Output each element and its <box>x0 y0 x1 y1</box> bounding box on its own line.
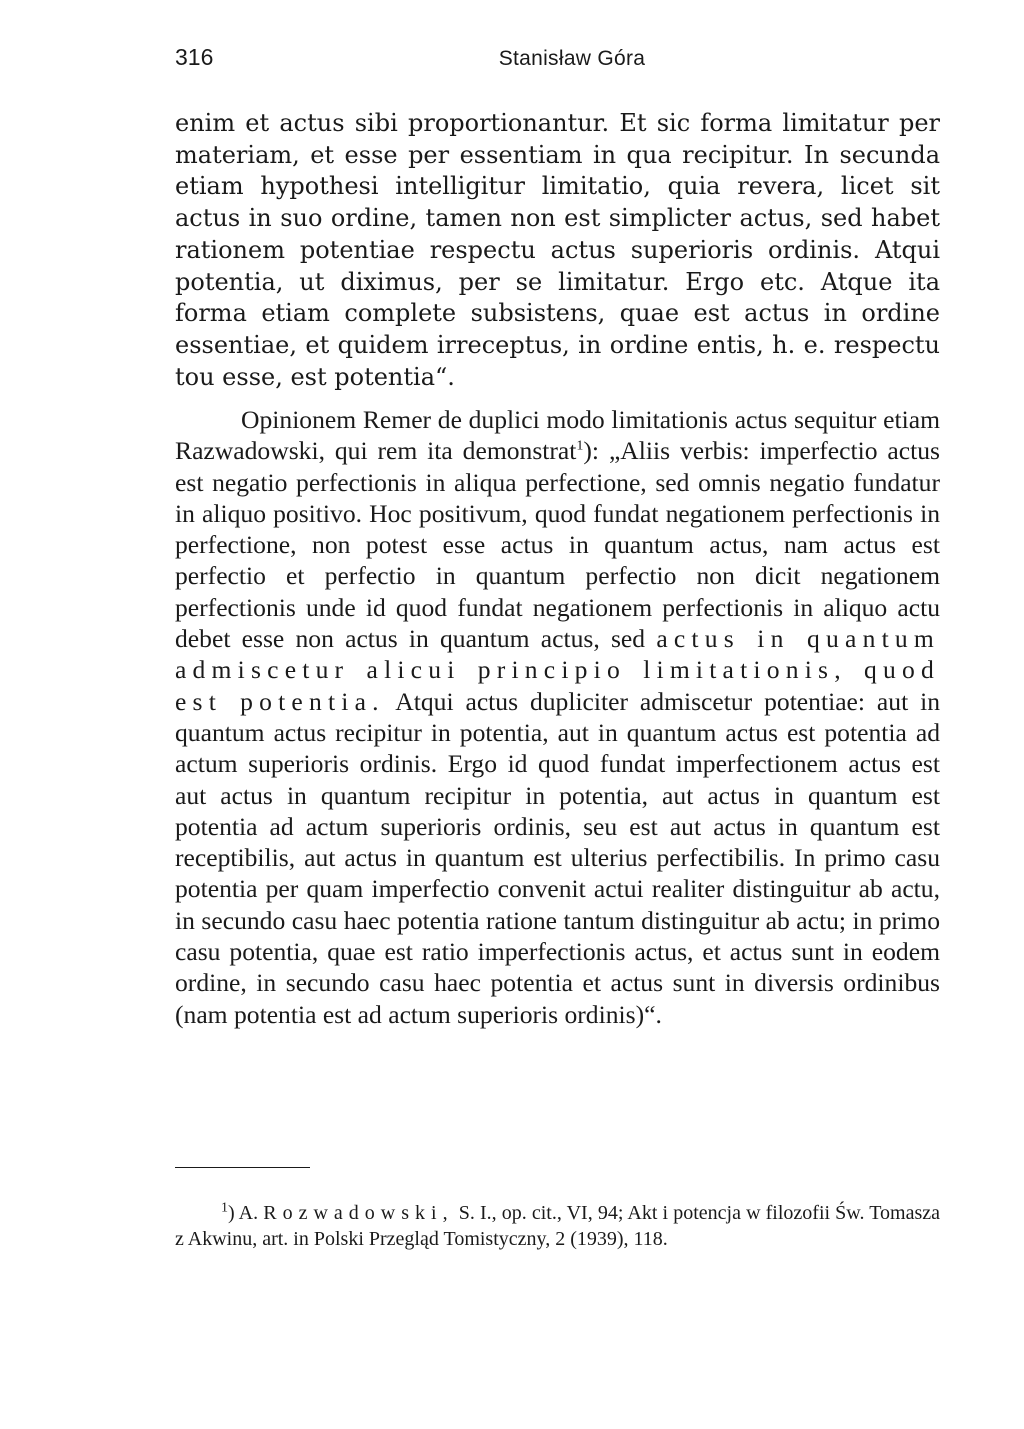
paragraph-1: enim et actus sibi proportionantur. Et sic forma limitatur per materiam, et esse per essentiam in qua recipitur. In secunda etiam hypothesi intelligitur limitatio, quia revera, licet sit actus in suo ordine, tamen non est simplicter actus, sed habet rationem potentiae respectu actus superioris ordinis. Atqui potentia, ut diximus, per se limitatur. Ergo etc. Atque ita forma etiam complete subsistens, quae est actus in ordine essentiae, et quidem irreceptus, in ordine entis, h. e. respectu tou esse, est potentia“. <box>175 109 940 391</box>
footnote-author: Rozwadowski, <box>263 1202 454 1224</box>
running-head: Stanisław Góra <box>498 47 646 70</box>
spaced-emphasis: actus in quantum admiscetur alicui principio limitationis, quod est potentia. <box>175 624 940 716</box>
footnote-text: S. I., op. cit., VI, 94; Akt i potencja w filozofii Św. Tomasza z Akwinu, art. in Polski Przegląd Tomistyczny, 2 (1939), 118. <box>175 1202 940 1250</box>
paragraph-2-continuation: Atqui actus dupliciter admiscetur potentiae: aut in quantum actus recipitur in potentia, aut in quantum actus est potentia ad actum superioris ordinis. Ergo id quod fundat imperfectionem actus est aut actus in quantum recipitur in potentia, aut actus in quantum est potentia ad actum superioris ordinis, seu est aut actus in quantum est receptibilis, aut actus in quantum est ulterius perfectibilis. In primo casu potentia per quam imperfectio convenit actui realiter distinguitur ab actu, in secundo casu haec potentia ratione tantum distinguitur ab actu; in primo casu potentia, quae est ratio imperfectionis actus, et actus sunt in eodem ordine, in secundo casu haec potentia et actus sunt in diversis ordinibus (nam potentia est ad actum superioris ordinis)“. <box>175 686 940 1029</box>
footnote-separator <box>175 1167 310 1168</box>
page-number: 316 <box>175 44 214 70</box>
paragraph-2-quote: ): „Aliis verbis: imperfectio actus est negatio perfectionis in aliqua perfectione, sed omnis negatio fundatur in aliquo positivo. Hoc positivum, quod fundat negationem perfectionis in perfectione, non potest esse actus in quantum actus, nam actus est perfectio et perfectio in quantum perfectio non dicit negationem perfectionis unde id quod fundat negationem perfectionis in aliquo actu debet esse non actus in quantum actus, sed <box>175 436 940 654</box>
footnote-paren: ) A. <box>228 1202 264 1224</box>
paragraph-2-lead: Opinionem Remer de duplici modo limitationis actus sequitur etiam Razwadowski, qui rem ita demonstrat <box>175 405 940 466</box>
footnote-marker-wrap <box>175 1202 263 1224</box>
paragraph-2 <box>175 404 940 1030</box>
footnote-marker: 1 <box>221 1200 228 1216</box>
footnote-reference-mark: 1 <box>576 438 584 454</box>
footnote <box>175 1201 940 1252</box>
